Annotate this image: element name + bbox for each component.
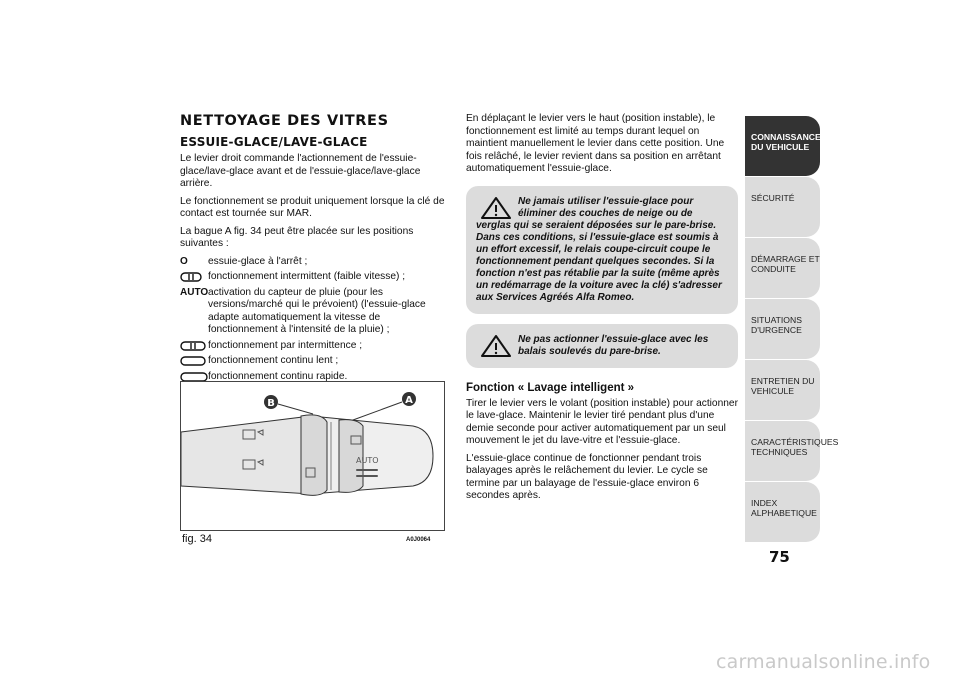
wiper-lever-figure [180,381,445,531]
right-column [466,113,738,508]
left-column [180,113,452,386]
auto-symbol: AUTO [180,286,209,298]
intermittent-icon [180,340,208,351]
warning-box [466,186,738,314]
paragraph: En déplaçant le levier vers le haut (position instable), le fonctionnement est limité au temps durant lequel on maintient manuellement le levier dans cette position. Une fois relâché, le levier revient dans sa position en arrêtant automatiquement l'essuie-glace. [466,113,725,174]
paragraph: Le fonctionnement se produit uniquement lorsque la clé de contact est tournée sur MAR. [180,195,445,219]
wiper-lever-illustration [181,382,444,530]
list-item: fonctionnement intermittent (faible vitesse) ; [180,271,452,284]
warning-text: Ne jamais utiliser l'essuie-glace pour éliminer des couches de neige ou de verglas qui se seraient déposées sur le pare-brise. Dans ces conditions, si l'essuie-glace est soumis à un effort excessif, le relais coupe-circuit coupe le fonctionnement pendant quelques secondes. Si la fonction n'est pas rétablie par la suite (même après un redémarrage de la voiture avec la clé) s'adresser aux Services Agréés Alfa Romeo. [476,195,722,303]
sidebar-item-securite[interactable]: SÉCURITÉ [745,177,820,237]
sidebar-item-caracteristiques[interactable]: CARACTÉRISTIQUES TECHNIQUES [745,421,820,481]
auto-label: AUTO [356,456,379,465]
list-item: fonctionnement continu rapide. [180,371,452,384]
paragraph: Le levier droit commande l'actionnement de l'essuie-glace/lave-glace avant et de l'essuie-glace/lave-glace arrière. [180,153,421,189]
warning-box [466,324,738,368]
list-item: AUTO activation du capteur de pluie (pour les versions/marché qui le prévoient) (l'essuie-glace adapte automatiquement la vitesse de fonctionnement à l'intensité de la pluie) ; [180,286,426,335]
section-subtitle: ESSUIE-GLACE/LAVE-GLACE [180,135,368,149]
continuous-fast-icon [180,371,208,382]
figure-caption: fig. 34 [182,533,212,545]
warning-icon [476,196,516,220]
list-item: fonctionnement par intermittence ; [180,340,452,353]
watermark: carmanualsonline.info [716,651,931,673]
sidebar-item-entretien[interactable]: ENTRETIEN DU VEHICULE [745,360,820,420]
svg-text:A: A [405,395,413,406]
warning-text: Ne pas actionner l'essuie-glace avec les balais soulevés du pare-brise. [518,333,709,357]
chapter-sidebar [745,116,839,543]
sidebar-item-urgence[interactable]: SITUATIONS D'URGENCE [745,299,820,359]
sidebar-item-demarrage[interactable]: DÉMARRAGE ET CONDUITE [745,238,820,298]
list-item: O essuie-glace à l'arrêt ; [180,255,308,267]
sidebar-item-index[interactable]: INDEX ALPHABETIQUE [745,482,820,542]
sidebar-item-connaissance[interactable]: CONNAISSANCE DU VEHICULE [745,116,820,176]
warning-icon [476,334,516,358]
list-item: fonctionnement continu lent ; [180,355,452,368]
page-number: 75 [769,548,790,566]
page-title: NETTOYAGE DES VITRES [180,113,389,129]
section-heading: Fonction « Lavage intelligent » [466,381,635,394]
intermittent-low-icon [180,271,208,282]
paragraph: La bague A fig. 34 peut être placée sur les positions suivantes : [180,225,414,249]
svg-text:B: B [267,398,275,409]
paragraph: Tirer le levier vers le volant (position instable) pour actionner le lave-glace. Maintenir le levier tiré pendant plus d'une demie seconde pour activer automatiquement par un seul mouvement le jet du lave-vitre et l'essuie-glace. [466,397,738,446]
positions-list [180,256,452,384]
figure-code: A0J0064 [406,537,431,543]
off-symbol: O [180,255,188,267]
continuous-slow-icon [180,355,208,366]
paragraph: L'essuie-glace continue de fonctionner pendant trois balayages après le relâchement du levier. Le cycle se termine par un balayage de l'essuie-glace environ 6 secondes après. [466,452,708,501]
